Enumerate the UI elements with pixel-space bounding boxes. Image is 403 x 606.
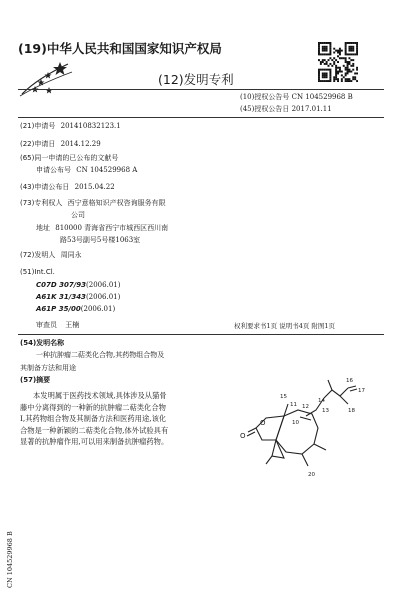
inventor-label: (72)发明人 [20,251,56,259]
abstract-line: 藤中分离得到的一种新的抗肿瘤二萜类化合物 [20,402,166,412]
oxygen-label: O [260,419,266,427]
publication-date: 2015.04.22 [74,183,115,191]
ipc-date: (2006.01) [86,281,121,289]
ipc-entry [36,293,120,302]
abstract-line: 合物是一种新颖的二萜类化合物,体外试验具有 [20,425,169,435]
atom-label: 16 [346,378,353,384]
application-date-label: (22)申请日 [20,140,56,148]
ipc-code: C07D 307/93 [36,281,87,289]
patentee-label: (73)专利权人 [20,199,63,207]
inventor-name: 周同永 [60,251,82,259]
ipc-code: A61P 35/00 [36,305,81,313]
prior-publication-label: (65)同一申请的已公布的文献号 [20,154,119,162]
invention-title-label: (54)发明名称 [20,339,65,347]
application-number: 201410832123.1 [60,122,121,130]
application-number-label: (21)申请号 [20,122,56,130]
document-type: (12)发明专利 [158,72,234,87]
page-count-summary: 权利要求书1页 说明书4页 附图1页 [234,322,336,330]
abstract-line: 本发明属于医药技术领域,具体涉及从猫骨 [33,391,167,400]
examiner-label: 审查员 [36,321,57,329]
prior-publication-number: CN 104529968 A [76,166,138,174]
header-divider [18,89,384,90]
examiner-name: 王楠 [65,321,80,329]
patentee-line-1: 西宁意格知识产权咨询服务有限 [67,199,166,207]
ipc-entry [36,305,115,314]
abstract-line: 显著的抗肿瘤作用,可以用来制备抗肿瘤药物。 [20,437,169,447]
abstract-text [20,390,225,448]
chemical-structure-figure [232,368,382,488]
oxygen-label: O [240,432,246,440]
abstract-divider [18,334,384,335]
address-line-1: 810000 青海省西宁市城西区西川南 [55,224,169,232]
abstract-label: (57)摘要 [20,376,51,384]
grant-number: (10)授权公告号 CN 104529968 B [240,93,353,101]
atom-label: 18 [348,408,355,414]
patentee-line-2: 公司 [71,211,85,219]
invention-title-line-2: 其制备方法和用途 [20,364,76,372]
office-title: (19)中华人民共和国国家知识产权局 [18,41,222,56]
prior-publication-sub-label: 申请公布号 [36,166,71,174]
side-chain-bond [324,388,348,398]
grant-date: (45)授权公告日 2017.01.11 [240,105,332,113]
ipc-label: (51)Int.Cl. [20,268,55,276]
atom-label: 10 [292,420,299,426]
biblio-divider [18,117,384,118]
atom-label: 11 [290,402,297,408]
address-line-2: 路53号副号5号楼1063室 [60,236,141,244]
abstract-line: I,其药物组合物及其制备方法和医药用途,该化 [20,414,167,424]
atom-label: 20 [308,472,315,478]
atom-label: 14 [318,398,325,404]
address-label: 地址 [36,224,50,232]
qr-code-image [318,42,358,82]
ipc-entry [36,281,120,290]
atom-label: 15 [280,394,287,400]
side-publication-number: CN 104529968 B [6,531,14,588]
atom-label: 13 [322,408,329,414]
atom-label: 12 [302,404,309,410]
publication-date-label: (43)申请公布日 [20,183,70,191]
application-date: 2014.12.29 [60,140,101,148]
invention-title-line-1: 一种抗肿瘤二萜类化合物,其药物组合物及 [36,351,165,359]
ipc-date: (2006.01) [80,305,116,313]
national-emblem-logo [18,58,74,98]
atom-label: 17 [358,388,365,394]
ipc-date: (2006.01) [85,293,121,301]
ipc-code: A61K 31/343 [36,293,86,301]
